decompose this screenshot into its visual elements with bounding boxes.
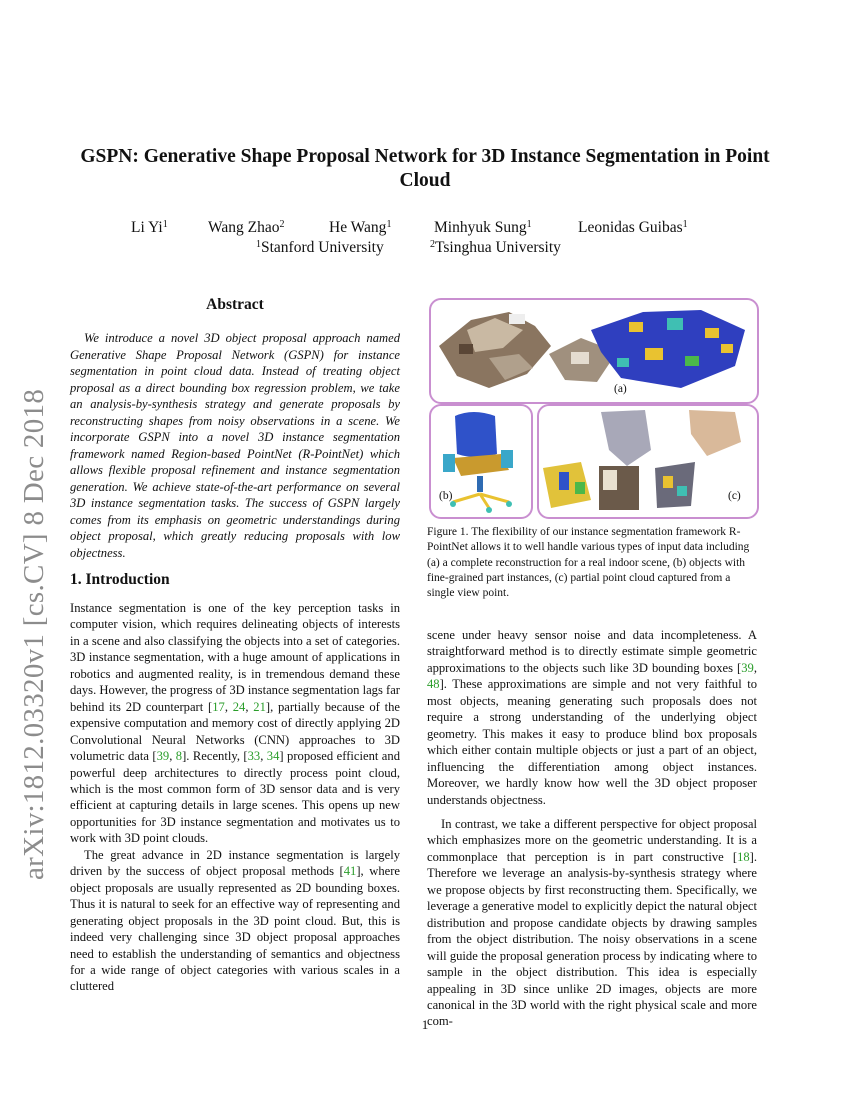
author-he-wang: [329, 219, 391, 237]
figure-label-b: (b): [439, 490, 453, 502]
text-run: In contrast, we take a different perspective for object proposal which emphasizes more on the geometric understanding. It is a commonplace that perception is in part constructive [: [427, 816, 757, 864]
author-name: Wang Zhao: [208, 219, 280, 236]
citation-link[interactable]: 33: [247, 749, 261, 764]
partial-point-cloud-views: [539, 406, 757, 517]
right-paragraph-1: [427, 627, 757, 808]
scene-furniture: [509, 314, 525, 324]
intro-paragraph-1: [70, 600, 400, 847]
right-column-body: [427, 627, 757, 1030]
text-run: ,: [753, 660, 757, 675]
affiliation-mark: 2: [430, 239, 435, 250]
segmented-instance: [677, 486, 687, 496]
page-number: 1: [421, 1017, 429, 1032]
author-name: He Wang: [329, 219, 387, 236]
partial-scan-tan: [689, 410, 741, 456]
intro-paragraph-2: [70, 847, 400, 995]
text-run: ]. Therefore we leverage an analysis-by-synthesis strategy where we propose objects by first reconstructing them. Specifically, we leverage a generative model to explicitly depict the natural object distribution and propose candidate objects by drawing samples from the object distribution. The noisy observations in a scene will guide the proposal generation process by indicating where to sample in the object distribution. This idea is especially appealing in 3D since unlike 2D images, objects are more canonical in the 3D world with the right physical scale and more com-: [427, 849, 757, 1029]
segmented-instance: [559, 472, 569, 490]
segmented-instance: [663, 476, 673, 488]
segmented-instance: [705, 328, 719, 338]
chair-backrest: [455, 412, 497, 457]
figure-panel-a: [429, 298, 759, 404]
segmented-instance: [685, 356, 699, 366]
affiliation-tsinghua: [430, 239, 561, 257]
abstract-heading: Abstract: [206, 296, 264, 313]
abstract-text: We introduce a novel 3D object proposal approach named Generative Shape Proposal Network (GSPN) for instance segmentation in point cloud data. Instead of treating object proposal as a direct bounding box regression problem, we take an analysis-by-synthesis strategy and generate proposals by reconstructing shapes from noisy observations in a scene. We incorporate GSPN into a novel 3D instance segmentation framework named Region-based PointNet (R-PointNet) which allows flexible proposal refinement and instance segmentation generation. We achieve state-of-the-art performance on several 3D instance segmentation tasks. The success of GSPN largely comes from its emphasis on geometric understandings during object proposal, which greatly reducing proposals with low objectness.: [70, 331, 400, 560]
chair-column: [477, 476, 483, 492]
author-affiliation-mark: 1: [162, 219, 168, 230]
text-run: ,: [224, 699, 233, 714]
partial-scan-segmented: [655, 462, 695, 508]
text-run: ,: [245, 699, 254, 714]
author-affiliation-mark: 2: [279, 219, 285, 230]
figure-panel-b: [429, 404, 533, 519]
author-name: Li Yi: [131, 219, 163, 236]
figure-1-caption: Figure 1. The flexibility of our instance segmentation framework R-PointNet allows it to well handle various types of input data including (a) a complete reconstruction for a real indoor scene, (b) objects with fine-grained part instances, (c) partial point cloud captured from a single view point.: [427, 526, 750, 600]
affiliation-name: Stanford University: [261, 239, 384, 256]
photo-detail: [603, 470, 617, 490]
author-affiliation-mark: 1: [386, 219, 392, 230]
introduction-heading: 1. Introduction: [70, 571, 170, 588]
figure-label-a: (a): [614, 383, 627, 395]
chair-base-leg: [453, 494, 480, 502]
chair-armrest: [501, 450, 513, 468]
citation-link[interactable]: 18: [737, 849, 750, 864]
author-leonidas-guibas: [578, 219, 688, 237]
citation-link[interactable]: 39: [156, 749, 170, 764]
text-run: ]. These approximations are simple and not very faithful to most objects, meaning generating such proposals does not require a strong understanding of the underlying object geometry. This makes it easy to produce blind box proposals which either contain multiple objects or just a part of an object, influencing the differentiation among object instances. Moreover, we hardly know how well the 3D object proposer understands objectness.: [427, 677, 757, 807]
right-paragraph-2: [427, 816, 757, 1030]
author-li-yi: [131, 219, 168, 237]
segmented-instance: [617, 358, 629, 367]
text-run: ,: [260, 749, 267, 764]
scene-furniture: [459, 344, 473, 354]
indoor-scene-reconstruction: [431, 300, 757, 402]
author-affiliation-mark: 1: [682, 219, 688, 230]
author-minhyuk-sung: [434, 219, 532, 237]
citation-link[interactable]: 8: [175, 749, 183, 764]
chair-wheel: [486, 507, 492, 513]
text-run: ], where object proposals are usually represented as 2D bounding boxes. Thus it is natural to seek for an effective way of representing and generating object proposals in the 3D point cloud. But, this is indeed very challenging since 3D object proposal approaches need to establish the understanding of semantics and objectness for a wide range of object categories with various scales in a cluttered: [70, 864, 400, 994]
author-affiliation-mark: 1: [526, 219, 532, 230]
arxiv-identifier-stamp: arXiv:1812.03320v1 [cs.CV] 8 Dec 2018: [18, 388, 50, 880]
scene-furniture: [571, 352, 589, 364]
text-run: The great advance in 2D instance segmentation is largely driven by the success of object proposal methods [: [70, 847, 400, 879]
affiliation-stanford: [256, 239, 384, 257]
segmented-instance: [721, 344, 733, 353]
author-name: Minhyuk Sung: [434, 219, 527, 236]
affiliation-mark: 1: [256, 239, 261, 250]
citation-link[interactable]: 34: [266, 749, 280, 764]
citation-link[interactable]: 21: [253, 699, 266, 714]
partial-scan-gray: [601, 410, 651, 466]
text-run: ,: [169, 749, 176, 764]
paper-title: GSPN: Generative Shape Proposal Network for 3D Instance Segmentation in Point Cloud: [80, 146, 770, 191]
citation-link[interactable]: 17: [212, 699, 225, 714]
figure-panel-c: [537, 404, 759, 519]
segmented-instance: [667, 318, 683, 330]
affiliation-name: Tsinghua University: [435, 239, 561, 256]
citation-link[interactable]: 48: [427, 677, 440, 692]
segmented-instance: [575, 482, 585, 494]
text-run: Instance segmentation is one of the key perception tasks in computer vision, which requires delineating objects of interests in a scene and also classifying the objects into a set of categories. 3D instance segmentation, with a huge amount of applications in robotics and augmented reality, is in tremendous demand these days. However, the progress of 3D instance segmentation lags far behind its 2D counterpart [: [70, 601, 400, 714]
introduction-body: [70, 600, 400, 995]
citation-link[interactable]: 41: [343, 864, 357, 879]
author-wang-zhao: [208, 219, 285, 237]
author-name: Leonidas Guibas: [578, 219, 683, 236]
segmented-instance: [629, 322, 643, 332]
segmented-instance: [645, 348, 663, 360]
text-run: scene under heavy sensor noise and data incompleteness. A straightforward method is to directly estimate simple geometric approximations to the objects such like 3D bounding boxes [: [427, 628, 757, 675]
chair-wheel: [506, 501, 512, 507]
citation-link[interactable]: 24: [232, 699, 246, 714]
figure-label-c: (c): [728, 490, 741, 502]
text-run: ] proposed efficient and powerful deep architectures to directly process point cloud, which is the most common form of 3D sensor data and is very efficient at capturing details in large scenes. This opens up new opportunities for 3D instance segmentation and motivates us to work with 3D point clouds.: [70, 749, 400, 846]
chair-seat: [453, 454, 509, 476]
citation-link[interactable]: 39: [741, 660, 754, 675]
chair-armrest: [443, 454, 455, 472]
text-run: ], partially because of the expensive computation and memory cost of directly applying 2D Convolutional Neural Networks (CNN) approaches to 3D volumetric data [: [70, 699, 401, 764]
text-run: ]. Recently, [: [182, 749, 248, 764]
